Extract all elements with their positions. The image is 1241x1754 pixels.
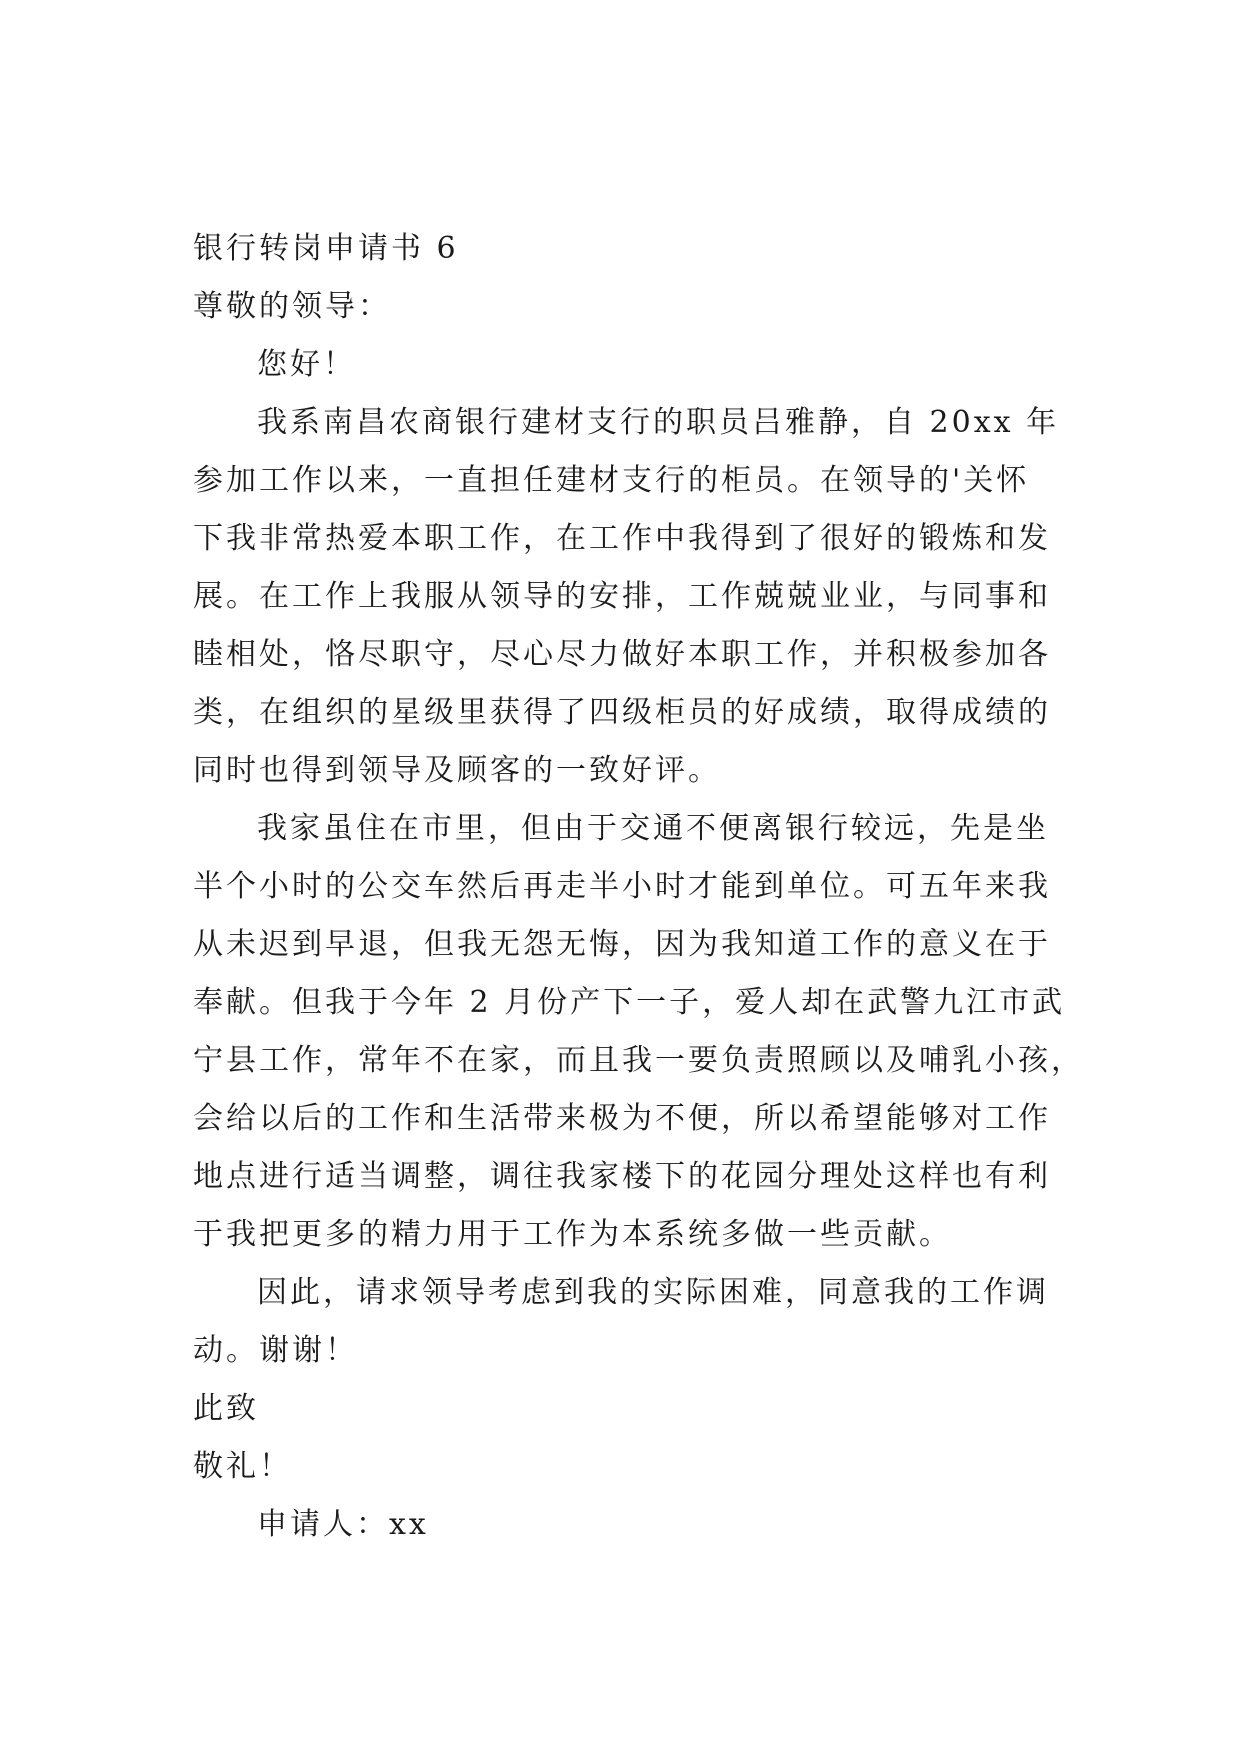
closing-line-2: 敬礼！ — [193, 1449, 292, 1484]
paragraph-line: 因此，请求领导考虑到我的实际困难，同意我的工作调 — [257, 1275, 1049, 1310]
paragraph-line: 参加工作以来，一直担任建材支行的柜员。在领导的'关怀 — [193, 463, 1030, 498]
paragraph-line: 从未迟到早退，但我无怨无悔，因为我知道工作的意义在于 — [193, 927, 1051, 962]
paragraph-line: 睦相处，恪尽职守，尽心尽力做好本职工作，并积极参加各 — [193, 637, 1051, 672]
document-title: 银行转岗申请书 6 — [193, 231, 459, 266]
paragraph-line: 我家虽住在市里，但由于交通不便离银行较远，先是坐 — [257, 811, 1049, 846]
paragraph-line: 宁县工作，常年不在家，而且我一要负责照顾以及哺乳小孩， — [193, 1043, 1084, 1078]
salutation: 尊敬的领导： — [193, 289, 391, 324]
paragraph-line: 展。在工作上我服从领导的安排，工作兢兢业业，与同事和 — [193, 579, 1051, 614]
signature: 申请人：xx — [257, 1507, 429, 1542]
letter-body — [193, 220, 1084, 1554]
paragraph-line: 半个小时的公交车然后再走半小时才能到单位。可五年来我 — [193, 869, 1051, 904]
greeting: 您好！ — [257, 347, 356, 382]
paragraph-1 — [193, 394, 1060, 800]
paragraph-line: 于我把更多的精力用于工作为本系统多做一些贡献。 — [193, 1217, 952, 1252]
paragraph-line: 同时也得到领导及顾客的一致好评。 — [193, 753, 721, 788]
closing-line-1: 此致 — [193, 1391, 259, 1426]
paragraph-3 — [193, 1264, 1053, 1380]
paragraph-line: 奉献。但我于今年 2 月份产下一子，爱人却在武警九江市武 — [193, 985, 1066, 1020]
paragraph-line: 地点进行适当调整，调往我家楼下的花园分理处这样也有利 — [193, 1159, 1051, 1194]
paragraph-2 — [193, 800, 1084, 1264]
paragraph-line: 下我非常热爱本职工作，在工作中我得到了很好的锻炼和发 — [193, 521, 1051, 556]
paragraph-line: 会给以后的工作和生活带来极为不便，所以希望能够对工作 — [193, 1101, 1051, 1136]
paragraph-line: 我系南昌农商银行建材支行的职员吕雅静，自 20xx 年 — [257, 405, 1060, 440]
paragraph-line: 动。谢谢！ — [193, 1333, 358, 1368]
paragraph-line: 类，在组织的星级里获得了四级柜员的好成绩，取得成绩的 — [193, 695, 1051, 730]
